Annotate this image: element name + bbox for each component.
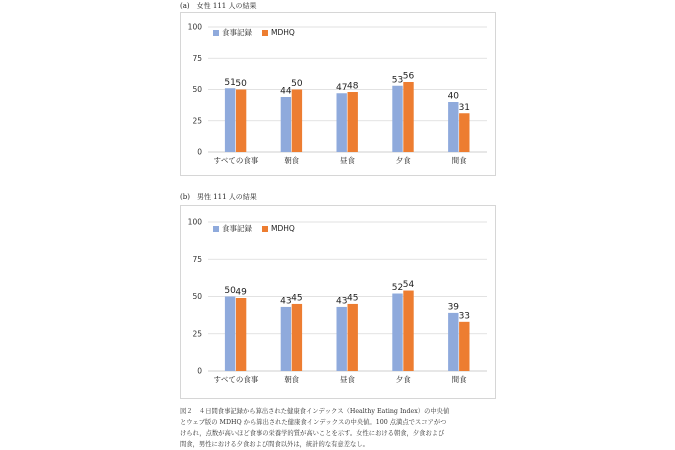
y-tick-label: 50 — [192, 85, 202, 94]
y-tick-label: 25 — [192, 116, 202, 126]
y-tick-label: 50 — [192, 292, 202, 301]
data-label: 54 — [402, 280, 415, 291]
bar-food-record — [337, 307, 347, 371]
legend-swatch-mdhq — [262, 226, 268, 232]
y-tick-label: 100 — [187, 217, 202, 227]
x-tick-label: すべての食事 — [213, 156, 259, 165]
y-tick-label: 0 — [197, 147, 202, 157]
x-tick-label: 間食 — [451, 375, 467, 384]
legend-label-mdhq: MDHQ — [271, 28, 295, 37]
x-tick-label: 間食 — [451, 156, 467, 165]
bar-mdhq — [236, 90, 246, 153]
chart-b-plot — [181, 206, 495, 398]
data-label: 50 — [291, 79, 303, 89]
bar-food-record — [281, 307, 291, 371]
data-label: 50 — [235, 79, 247, 89]
data-label: 39 — [447, 302, 460, 313]
bar-food-record — [392, 86, 402, 152]
y-tick-label: 25 — [192, 329, 202, 339]
x-tick-label: 夕食 — [395, 375, 411, 384]
x-tick-label: すべての食事 — [213, 375, 259, 384]
caption-line: 図２ ４日間食事記録から算出された健康食インデックス（Healthy Eating Index）の中央値 — [180, 408, 450, 415]
y-tick-label: 0 — [197, 366, 202, 376]
bar-food-record — [225, 297, 235, 372]
data-label: 43 — [280, 296, 292, 307]
bar-food-record — [281, 97, 291, 152]
bar-food-record — [448, 313, 458, 371]
data-label: 33 — [458, 311, 471, 322]
legend-item-food-record — [213, 27, 252, 38]
chart-b — [180, 205, 496, 399]
legend-label-mdhq: MDHQ — [271, 224, 295, 233]
caption-line: けられ，点数が高いほど食事の栄養学的質が高いことを示す。女性における朝食，夕食および — [180, 430, 445, 437]
data-label: 45 — [291, 293, 303, 304]
bar-food-record — [225, 88, 235, 152]
legend-label-food-record: 食事記録 — [222, 224, 252, 233]
data-label: 52 — [391, 283, 404, 294]
legend-swatch-food-record — [213, 226, 219, 232]
data-label: 50 — [224, 286, 236, 296]
x-tick-label: 夕食 — [395, 156, 411, 165]
panel-b-heading: (b) 男性 111 人の結果 — [180, 193, 257, 201]
legend-label-food-record: 食事記録 — [222, 28, 252, 37]
data-label: 31 — [458, 102, 471, 113]
bar-mdhq — [459, 113, 469, 152]
data-label: 51 — [224, 77, 236, 88]
data-label: 47 — [335, 82, 348, 93]
bar-mdhq — [459, 322, 469, 371]
bar-food-record — [337, 93, 347, 152]
caption-line: 間食，男性における夕食および間食以外は，統計的な有意差なし。 — [180, 441, 369, 448]
bar-mdhq — [292, 90, 302, 153]
x-tick-label: 朝食 — [284, 156, 300, 165]
figure-caption — [180, 406, 502, 450]
x-tick-label: 昼食 — [340, 375, 355, 384]
chart-b-legend — [213, 223, 305, 234]
bar-mdhq — [403, 82, 413, 152]
data-label: 48 — [346, 81, 359, 92]
bar-mdhq — [348, 92, 358, 152]
x-tick-label: 朝食 — [284, 375, 300, 384]
y-tick-label: 75 — [192, 254, 202, 264]
y-tick-label: 75 — [192, 53, 202, 63]
bar-mdhq — [236, 298, 246, 371]
chart-a — [180, 12, 496, 176]
legend-item-mdhq — [262, 28, 295, 37]
caption-line: とウェブ版の MDHQ から算出された健康食インデックスの中央値。100 点満点でスコアがつ — [180, 419, 447, 426]
legend-item-food-record — [213, 223, 252, 234]
bar-food-record — [392, 294, 402, 371]
data-label: 44 — [280, 86, 292, 97]
bar-food-record — [448, 102, 458, 152]
x-tick-label: 昼食 — [340, 156, 355, 165]
data-label: 45 — [346, 293, 359, 304]
data-label: 49 — [235, 287, 247, 298]
bar-mdhq — [292, 304, 302, 371]
legend-item-mdhq — [262, 224, 295, 233]
legend-swatch-mdhq — [262, 30, 268, 36]
y-tick-label: 100 — [187, 22, 202, 32]
panel-a-heading: (a) 女性 111 人の結果 — [180, 2, 257, 10]
data-label: 40 — [447, 91, 460, 102]
chart-a-legend — [213, 27, 305, 38]
legend-swatch-food-record — [213, 30, 219, 36]
bar-mdhq — [348, 304, 358, 371]
data-label: 56 — [402, 71, 415, 82]
data-label: 53 — [391, 75, 404, 86]
data-label: 43 — [335, 296, 348, 307]
bar-mdhq — [403, 291, 413, 371]
